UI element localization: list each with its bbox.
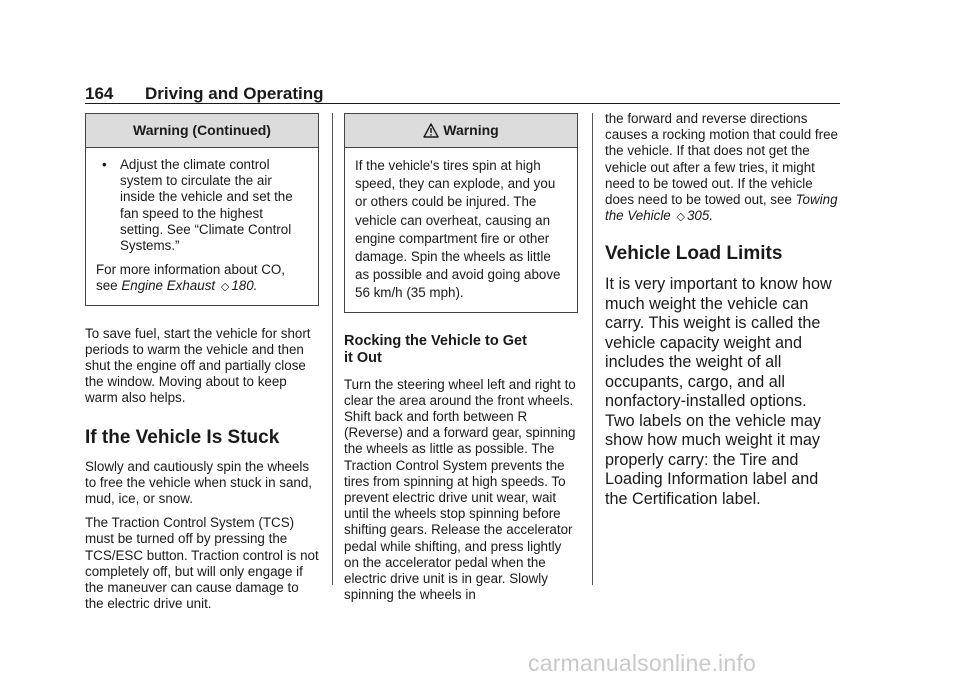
rocking-paragraph: Turn the steering wheel left and right to clear the area around the front wheels. Shift back and forth between R (Reverse) and a forward gear, spinning the wheels as little as possible. The Traction Control System prevents the tires from spinning at high speeds. To prevent electric drive unit wear, wait until the wheels stop spinning before shifting gears. Release the accelerator pedal while shifting, and press lightly on the accelerator pedal when the electric drive unit is in gear. Slowly spinning the wheels in bbox=[344, 376, 576, 603]
rocking-heading bbox=[344, 333, 578, 367]
load-limits-paragraph: It is very important to know how much weight the vehicle can carry. This weight is called the vehicle capacity weight and includes the weight of all occupants, cargo, and all nonfactory-installed options. Two labels on the vehicle may show how much weight it may properly carry: the Tire and Loading Information label and the Certification label. bbox=[605, 275, 832, 508]
more-info-text bbox=[96, 262, 308, 295]
tcs-paragraph: The Traction Control System (TCS) must be turned off by pressing the TCS/ESC button. Traction control is not completely off, but will only engage if the maneuver can cause damage to the electric drive unit. bbox=[85, 515, 319, 612]
stuck-paragraph: Slowly and cautiously spin the wheels to free the vehicle when stuck in sand, mud, ice, or snow. bbox=[85, 458, 313, 507]
rocking-heading-line2: it Out bbox=[344, 349, 382, 366]
warning-continued-title: Warning (Continued) bbox=[86, 114, 318, 148]
rocking-continued-text: the forward and reverse directions causes a rocking motion that could free the vehicle. If that does not get the vehicle out after a few tries, it might need to be towed out. If the vehicle does need to be towed out, see bbox=[605, 111, 838, 208]
load-limits-heading: Vehicle Load Limits bbox=[605, 243, 783, 265]
warning-continued-body bbox=[86, 148, 318, 305]
warning-triangle-icon bbox=[423, 117, 439, 150]
page-ref-icon: ◇ bbox=[220, 281, 230, 294]
more-info-end: . bbox=[253, 278, 258, 294]
column-3 bbox=[605, 111, 840, 517]
warning-title: Warning bbox=[443, 122, 499, 138]
column-divider-1 bbox=[332, 113, 333, 585]
fuel-paragraph: To save fuel, start the vehicle for short periods to warm the vehicle and then shut the engine off and partially close the window. Moving about to keep warm also helps. bbox=[85, 325, 311, 406]
rocking-heading-line1: Rocking the Vehicle to Get bbox=[344, 332, 527, 349]
engine-exhaust-link[interactable]: Engine Exhaust bbox=[121, 278, 216, 294]
engine-exhaust-page: 180 bbox=[231, 278, 254, 294]
page-ref-icon: ◇ bbox=[676, 211, 685, 224]
list-item bbox=[96, 157, 308, 254]
warning-continued-box bbox=[85, 113, 319, 306]
bullet-marker: • bbox=[102, 157, 107, 172]
column-2 bbox=[344, 113, 578, 611]
column-divider-2 bbox=[592, 113, 593, 585]
warning-body: If the vehicle's tires spin at high speed, they can explode, and you or others could be injured. The vehicle can overheat, causing an engine compartment fire or other damage. Spin the wheels as little as possible and avoid going above 56 km/h (35 mph). bbox=[355, 158, 561, 301]
watermark: carmanualsonline.info bbox=[528, 650, 756, 676]
page-header bbox=[85, 84, 840, 104]
towing-page: 305 bbox=[686, 208, 710, 224]
warning-title-bar bbox=[345, 114, 577, 148]
towing-end: . bbox=[709, 208, 714, 224]
header-rule bbox=[85, 103, 840, 104]
bullet-text: Adjust the climate control system to circulate the air inside the vehicle and set the fan speed to the highest setting. See “Climate Control Systems.” bbox=[120, 157, 293, 254]
page-number: 164 bbox=[85, 84, 114, 103]
towing-link[interactable]: Towing the Vehicle bbox=[605, 192, 838, 224]
more-info-prefix: For more information about CO, see bbox=[96, 262, 286, 294]
rocking-continued-paragraph bbox=[605, 111, 840, 225]
stuck-heading: If the Vehicle Is Stuck bbox=[85, 426, 280, 448]
column-1 bbox=[85, 113, 319, 620]
warning-box bbox=[344, 113, 578, 313]
section-title: Driving and Operating bbox=[145, 84, 324, 103]
